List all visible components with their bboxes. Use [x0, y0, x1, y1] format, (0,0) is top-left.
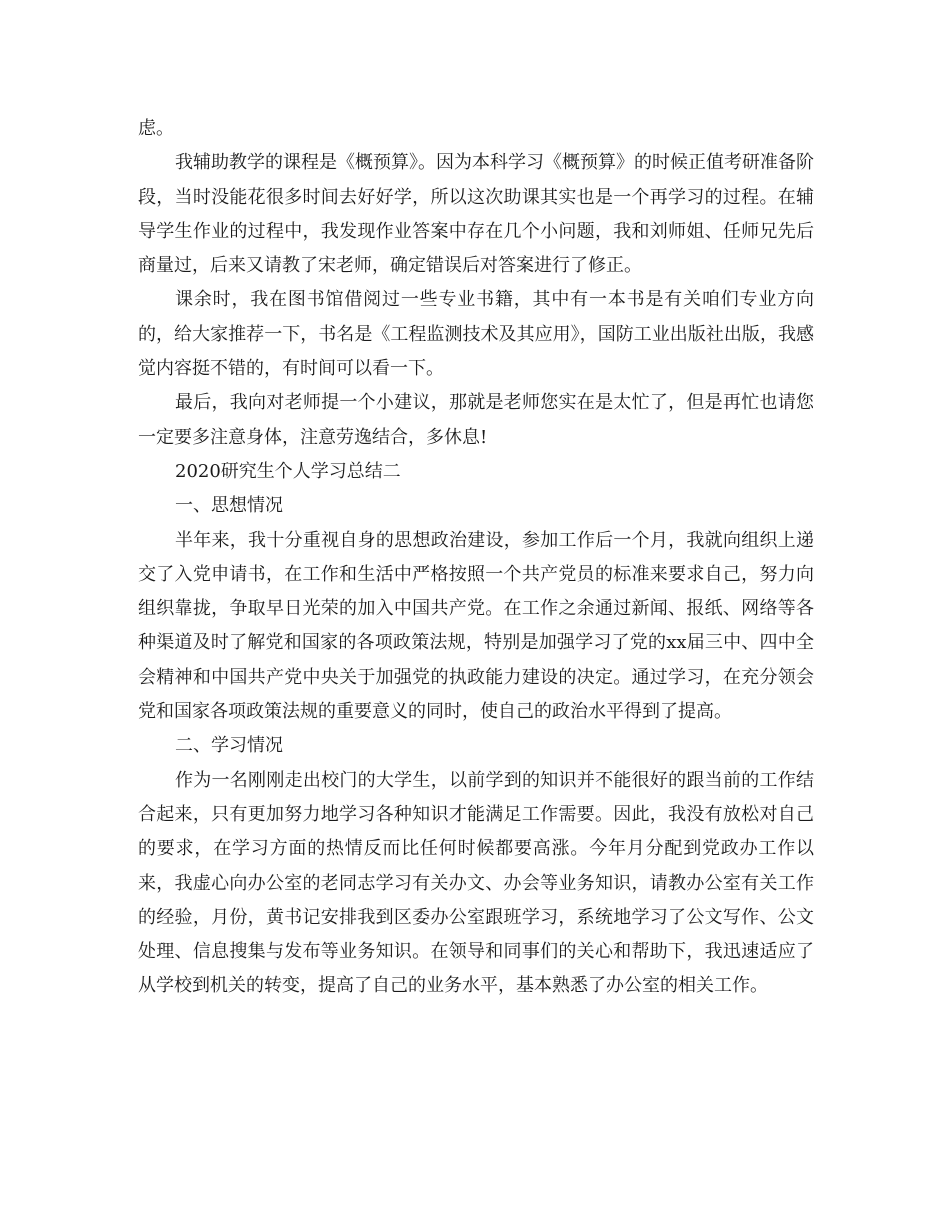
- paragraph-book-recommendation: 课余时，我在图书馆借阅过一些专业书籍，其中有一本书是有关咱们专业方向的，给大家推荐一下，书名是《工程监测技术及其应用》，国防工业出版社出版，我感觉内容挺不错的，有时间可以看一下。: [138, 289, 814, 380]
- document-body: [138, 112, 814, 1004]
- section-title: 2020研究生个人学习总结二: [175, 460, 401, 482]
- paragraph-study: 作为一名刚刚走出校门的大学生，以前学到的知识并不能很好的跟当前的工作结合起来，只有更加努力地学习各种知识才能满足工作需要。因此，我没有放松对自己的要求，在学习方面的热情反而比任何时候都要高涨。今年月分配到党政办工作以来，我虚心向办公室的老同志学习有关办文、办会等业务知识，请教办公室有关工作的经验，月份，黄书记安排我到区委办公室跟班学习，系统地学习了公文写作、公文处理、信息搜集与发布等业务知识。在领导和同事们的关心和帮助下，我迅速适应了从学校到机关的转变，提高了自己的业务水平，基本熟悉了办公室的相关工作。: [138, 769, 814, 997]
- paragraph-continuation: 虑。: [138, 118, 174, 139]
- paragraph-course-assist: 我辅助教学的课程是《概预算》。因为本科学习《概预算》的时候正值考研准备阶段，当时没能花很多时间去好好学，所以这次助课其实也是一个再学习的过程。在辅导学生作业的过程中，我发现作业答案中存在几个小问题，我和刘师姐、任师兄先后商量过，后来又请教了宋老师，确定错误后对答案进行了修正。: [138, 152, 814, 277]
- heading-ideology: 一、思想情况: [175, 495, 283, 517]
- paragraph-suggestion: 最后，我向对老师提一个小建议，那就是老师您实在是太忙了，但是再忙也请您一定要多注意身体，注意劳逸结合，多休息!: [138, 392, 814, 448]
- heading-study: 二、学习情况: [175, 735, 283, 757]
- paragraph-ideology: 半年来，我十分重视自身的思想政治建设，参加工作后一个月，我就向组织上递交了入党申请书，在工作和生活中严格按照一个共产党员的标准来要求自己，努力向组织靠拢，争取早日光荣的加入中国共产党。在工作之余通过新闻、报纸、网络等各种渠道及时了解党和国家的各项政策法规，特别是加强学习了党的xx届三中、四中全会精神和中国共产党中央关于加强党的执政能力建设的决定。通过学习，在充分领会党和国家各项政策法规的重要意义的同时，使自己的政治水平得到了提高。: [138, 529, 814, 723]
